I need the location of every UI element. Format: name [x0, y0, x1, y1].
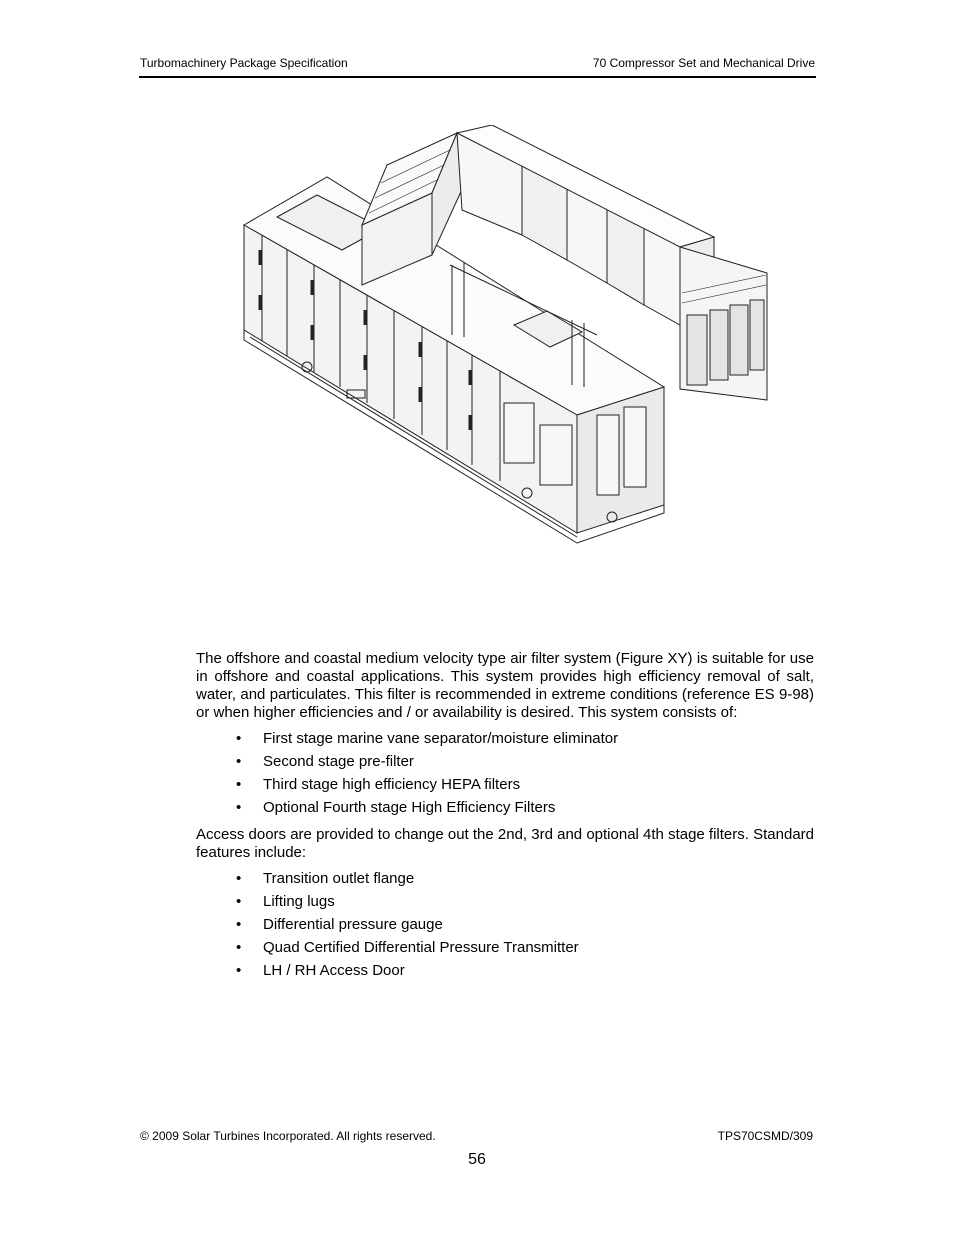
list-item: • Third stage high efficiency HEPA filters — [236, 776, 521, 793]
page-number: 56 — [468, 1151, 486, 1168]
list-item: • Differential pressure gauge — [236, 916, 443, 933]
bullet-icon: • — [236, 893, 242, 910]
list-item: • LH / RH Access Door — [236, 962, 405, 979]
footer-doc-id: TPS70CSMD/309 — [717, 1129, 813, 1143]
list-item: • Transition outlet flange — [236, 870, 415, 887]
page-header — [139, 55, 816, 78]
air-filter-system-drawing — [232, 125, 780, 545]
bullet-icon: • — [236, 916, 242, 933]
list-item: • First stage marine vane separator/moisture eliminator — [236, 730, 619, 747]
bullet-icon: • — [236, 939, 242, 956]
feature-list — [196, 870, 814, 985]
header-title: Turbomachinery Package Specification — [140, 56, 348, 70]
bullet-icon: • — [236, 753, 242, 770]
intro-paragraph: The offshore and coastal medium velocity type air filter system (Figure XY) is suitable for use in offshore and coastal applications. This system provides high efficiency removal of salt, water, and particulates. This filter is recommended in extreme conditions (reference ES 9-98) or when higher efficiencies and / or availability is desired. This system consists of: — [196, 650, 814, 721]
access-paragraph: Access doors are provided to change out the 2nd, 3rd and optional 4th stage filters. Standard features include: — [196, 826, 814, 861]
bullet-icon: • — [236, 730, 242, 747]
footer-copyright: © 2009 Solar Turbines Incorporated. All rights reserved. — [140, 1129, 436, 1143]
list-item: • Second stage pre-filter — [236, 753, 414, 770]
bullet-icon: • — [236, 776, 242, 793]
list-item: • Quad Certified Differential Pressure Transmitter — [236, 939, 579, 956]
bullet-icon: • — [236, 962, 242, 979]
air-filter-figure — [232, 125, 780, 545]
stage-list — [196, 730, 814, 822]
body-content — [196, 650, 814, 989]
list-item: • Optional Fourth stage High Efficiency Filters — [236, 799, 556, 816]
bullet-icon: • — [236, 870, 242, 887]
bullet-icon: • — [236, 799, 242, 816]
header-section: 70 Compressor Set and Mechanical Drive — [592, 56, 815, 70]
list-item: • Lifting lugs — [236, 893, 335, 910]
